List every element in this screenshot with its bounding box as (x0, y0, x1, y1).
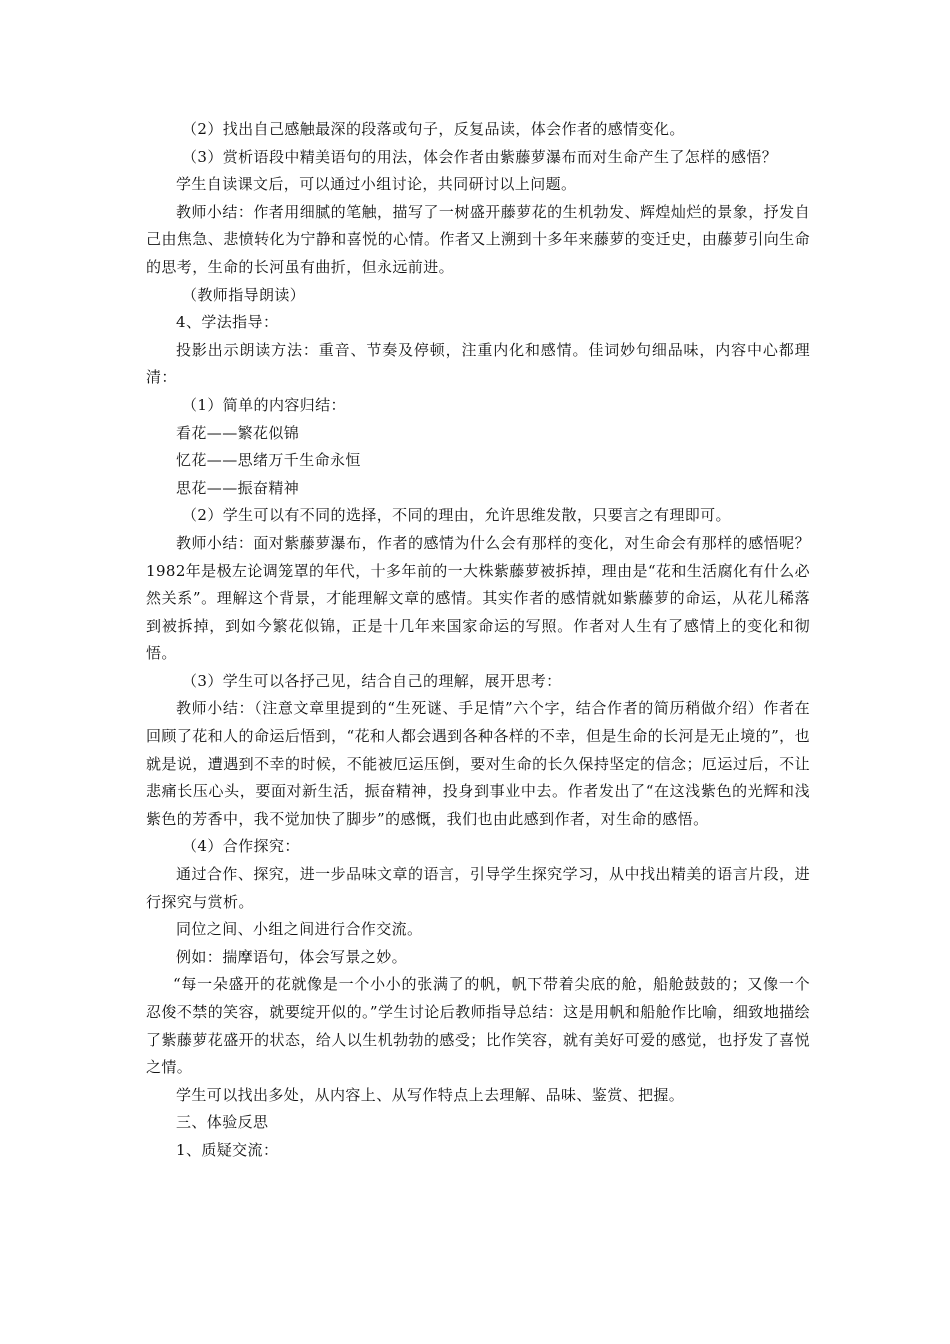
heading-study-method: 4、学法指导： (176, 313, 279, 332)
paragraph-choice: （2）学生可以有不同的选择，不同的理由，允许思维发散，只要言之有理即可。 (182, 506, 731, 525)
line-recall-flower: 忆花——思绪万千生命永恒 (176, 451, 361, 470)
paragraph-student-reading: 学生自读课文后，可以通过小组讨论，共同研讨以上问题。 (176, 175, 577, 194)
paragraph-teacher-summary-3: 教师小结：（注意文章里提到的“生死谜、手足情”六个字，结合作者的简历稍做介绍）作者在回顾了花和人的命运后悟到，“花和人都会遇到各种各样的不幸，但是生命的长河是无止境的”，也就是说，遭遇到不幸的时候，不能被厄运压倒，要对生命的长久保持坚定的信念；厄运过后，不让悲痛长压心头，要面对新生活，振奋精神，投身到事业中去。作者发出了“在这浅紫色的光辉和浅紫色的芳香中，我不觉加快了脚步”的感慨，我们也由此感到作者，对生命的感悟。 (146, 699, 810, 828)
body-text (146, 116, 810, 1165)
line-think-flower: 思花——振奋精神 (176, 478, 300, 497)
paragraph-content-summary: （1）简单的内容归结： (182, 395, 346, 414)
paragraph-teacher-summary-1: 教师小结：作者用细腻的笔触，描写了一树盛开藤萝花的生机勃发、辉煌灿烂的景象，抒发自己由焦急、悲愤转化为宁静和喜悦的心情。作者又上溯到十多年来藤萝的变迁史，由藤萝引向生命的思考，生命的长河虽有曲折，但永远前进。 (146, 202, 810, 276)
heading-experience-reflection: 三、体验反思 (176, 1113, 269, 1132)
paragraph-teacher-summary-2: 教师小结：面对紫藤萝瀑布，作者的感情为什么会有那样的变化，对生命会有那样的感悟呢？1982年是极左论调笼罩的年代，十多年前的一大株紫藤萝被拆掉，理由是“花和生活腐化有什么必然关系”。理解这个背景，才能理解文章的感情。其实作者的感情就如紫藤萝的命运，从花儿稀落到被拆掉，到如今繁花似锦，正是十几年来国家命运的写照。作者对人生有了感情上的变化和彻悟。 (146, 533, 810, 663)
heading-question-exchange: 1、质疑交流： (176, 1140, 279, 1159)
heading-cooperative-inquiry: （4）合作探究： (182, 837, 300, 856)
paragraph-task-2: （2）找出自己感触最深的段落或句子，反复品读，体会作者的感情变化。 (182, 120, 685, 138)
paragraph-quote-analysis: “每一朵盛开的花就像是一个小小的张满了的帆，帆下带着尖底的舱，船舱鼓鼓的；又像一个忍俊不禁的笑容，就要绽开似的。”学生讨论后教师指导总结：这是用帆和船舱作比喻，细致地描绘了紫藤萝花盛开的状态，给人以生机勃勃的感受；比作笑容，就有美好可爱的感觉，也抒发了喜悦之情。 (146, 975, 810, 1077)
paragraph-task-3: （3）赏析语段中精美语句的用法，体会作者由紫藤萝瀑布而对生命产生了怎样的感悟？ (182, 147, 778, 166)
paragraph-teacher-guided-reading: （教师指导朗读） (182, 285, 306, 304)
paragraph-find-more: 学生可以找出多处，从内容上、从写作特点上去理解、品味、鉴赏、把握。 (176, 1085, 685, 1104)
paragraph-cooperation: 通过合作、探究，进一步品味文章的语言，引导学生探究学习，从中找出精美的语言片段，进行探究与赏析。 (146, 865, 810, 911)
paragraph-peer-exchange: 同位之间、小组之间进行合作交流。 (176, 920, 423, 939)
paragraph-reading-method: 投影出示朗读方法：重音、节奏及停顿，注重内化和感情。佳词妙句细品味，内容中心都理清： (146, 340, 810, 387)
paragraph-express-views: （3）学生可以各抒己见，结合自己的理解，展开思考： (182, 671, 562, 690)
paragraph-example: 例如：揣摩语句，体会写景之妙。 (176, 947, 408, 966)
line-look-flower: 看花——繁花似锦 (176, 423, 300, 442)
